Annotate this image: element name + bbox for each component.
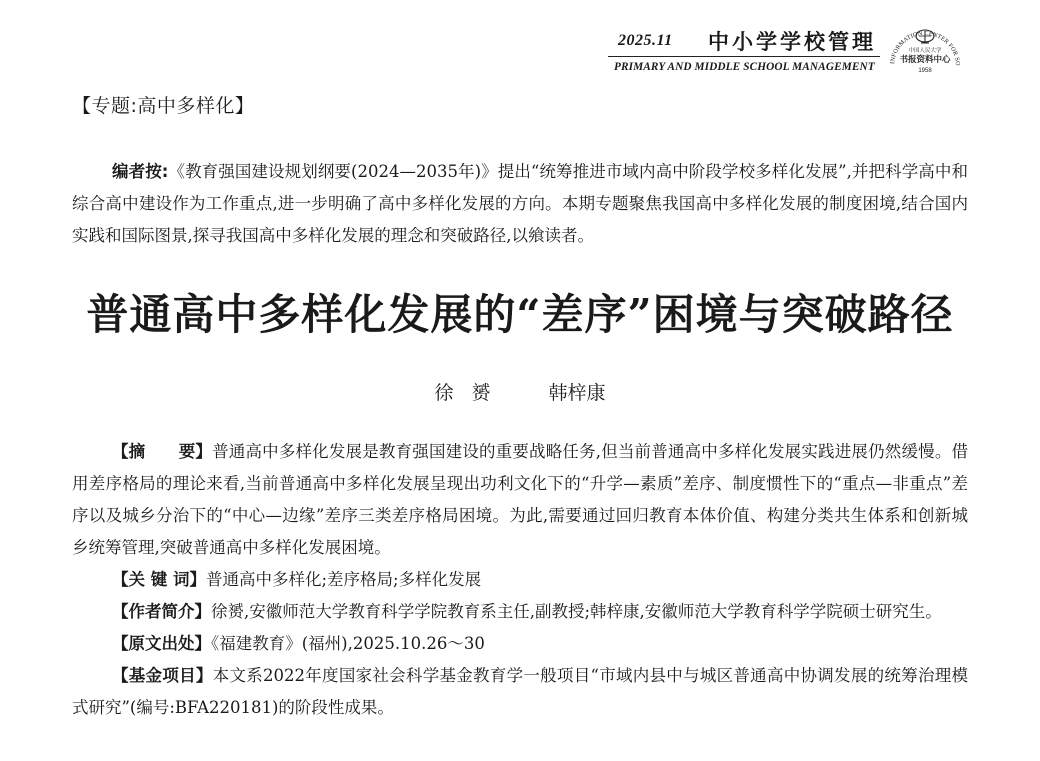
authors: [0, 378, 1040, 405]
author-intro-text: 徐赟,安徽师范大学教育科学学院教育系主任,副教授;韩梓康,安徽师范大学教育科学学院硕士研究生。: [211, 602, 942, 621]
author-1: 徐赟: [434, 382, 509, 404]
fund-label: 【基金项目】: [112, 666, 213, 685]
fund: [72, 660, 968, 724]
source-text: 《福建教育》(福州),2025.10.26～30: [211, 634, 485, 653]
issue-number: 2025.11: [618, 32, 673, 49]
journal-title-en: PRIMARY AND MIDDLE SCHOOL MANAGEMENT: [614, 61, 875, 73]
running-header: [608, 18, 880, 78]
source-label: 【原文出处】: [112, 634, 211, 653]
editor-note: [72, 156, 968, 252]
svg-text:书报资料中心: 书报资料中心: [899, 55, 951, 65]
abstract-text: 普通高中多样化发展是教育强国建设的重要战略任务,但当前普通高中多样化发展实践进展仍然缓慢。借用差序格局的理论来看,当前普通高中多样化发展呈现出功利文化下的“升学—素质”差序、制度惯性下的“重点—非重点”差序以及城乡分治下的“中心—边缘”差序三类差序格局困境。为此,需要通过回归教育本体价值、构建分类共生体系和创新城乡统筹管理,突破普通高中多样化发展困境。: [72, 442, 969, 557]
article-title: 普通高中多样化发展的“差序”困境与突破路径: [86, 290, 954, 339]
author-2: 韩梓康: [548, 382, 606, 404]
running-header-rule: [608, 26, 880, 57]
editor-note-text: 《教育强国建设规划纲要(2024—2035年)》提出“统筹推进市域内高中阶段学校多样化发展”,并把科学高中和综合高中建设作为工作重点,进一步明确了高中多样化发展的方向。本期专题聚焦我国高中多样化发展的制度困境,结合国内实践和国际图景,探寻我国高中多样化发展的理念和突破路径,以飨读者。: [72, 162, 968, 245]
keywords-text: 普通高中多样化;差序格局;多样化发展: [206, 570, 482, 589]
svg-text:中国人民大学: 中国人民大学: [908, 48, 942, 54]
keywords-label: 【关 键 词】: [112, 570, 206, 589]
abstract: [72, 436, 968, 564]
publisher-logo: [884, 14, 966, 84]
keywords: [72, 564, 968, 596]
editor-note-label: 编者按:: [112, 162, 169, 181]
publisher-logo-icon: [884, 14, 966, 84]
svg-text:INFORMATION CENTER FOR SOCIAL: INFORMATION CENTER FOR SO: [889, 29, 962, 67]
section-tag: 【专题:高中多样化】: [72, 95, 255, 117]
svg-text:1958: 1958: [918, 68, 932, 74]
journal-title-cn: 中小学学校管理: [708, 30, 876, 54]
abstract-label: 【摘 要】: [112, 442, 213, 461]
fund-text: 本文系2022年度国家社会科学基金教育学一般项目“市域内县中与城区普通高中协调发展的统筹治理模式研究”(编号:BFA220181)的阶段性成果。: [72, 666, 969, 717]
author-intro: [72, 596, 968, 628]
article-meta: [72, 436, 968, 724]
source: [72, 628, 968, 660]
author-intro-label: 【作者简介】: [112, 602, 211, 621]
